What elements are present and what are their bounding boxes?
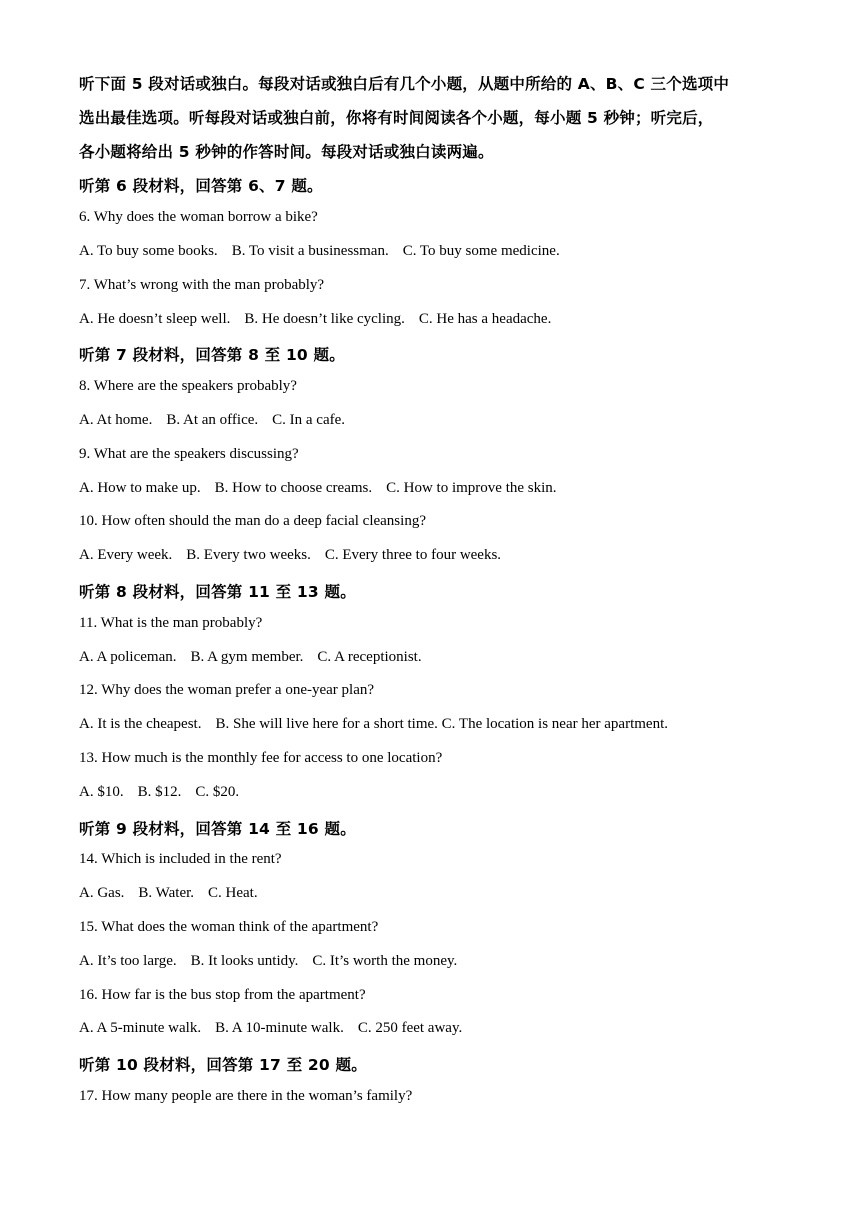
option-a: A. $10. [79, 784, 124, 800]
option-c: C. He has a headache. [418, 311, 552, 327]
question-17: 17. How many people are there in the woman’s family? [79, 1088, 413, 1104]
option-c: C. To buy some medicine. [402, 243, 560, 259]
option-c: C. Every three to four weeks. [324, 547, 502, 563]
instructions-line-3: 各小题将给出 5 秒钟的作答时间。每段对话或独白读两遍。 [79, 143, 494, 161]
options-10 [79, 547, 501, 564]
section-heading: 听第 7 段材料，回答第 8 至 10 题。 [79, 346, 345, 364]
option-b: B. At an office. [166, 412, 259, 428]
option-a: A. A policeman. [79, 649, 177, 665]
option-b: B. To visit a businessman. [231, 243, 389, 259]
option-a: A. How to make up. [79, 480, 201, 496]
option-a: A. Gas. [79, 885, 125, 901]
option-c: C. In a cafe. [272, 412, 346, 428]
options-11 [79, 649, 422, 666]
question-7: 7. What’s wrong with the man probably? [79, 277, 325, 293]
option-a: A. It is the cheapest. [79, 716, 202, 732]
question-9: 9. What are the speakers discussing? [79, 446, 299, 462]
options-16 [79, 1020, 462, 1037]
question-11: 11. What is the man probably? [79, 615, 263, 631]
option-c: C. It’s worth the money. [312, 953, 458, 969]
option-b: B. He doesn’t like cycling. [244, 311, 405, 327]
option-b: B. A gym member. [190, 649, 304, 665]
option-c: C. Heat. [208, 885, 258, 901]
section-heading: 听第 9 段材料，回答第 14 至 16 题。 [79, 820, 356, 838]
options-7 [79, 311, 551, 328]
option-a: A. Every week. [79, 547, 173, 563]
option-a: A. To buy some books. [79, 243, 218, 259]
option-a: A. At home. [79, 412, 153, 428]
option-b-c: B. She will live here for a short time. C. The location is near her apartment. [215, 716, 668, 732]
option-b: B. Water. [138, 885, 195, 901]
option-a: A. A 5-minute walk. [79, 1020, 202, 1036]
question-6: 6. Why does the woman borrow a bike? [79, 209, 318, 225]
options-9 [79, 480, 557, 497]
option-b: B. How to choose creams. [214, 480, 373, 496]
options-8 [79, 412, 345, 429]
instructions-line-1: 听下面 5 段对话或独白。每段对话或独白后有几个小题，从题中所给的 A、B、C 三个选项中 [79, 75, 730, 93]
options-15 [79, 953, 457, 970]
question-12: 12. Why does the woman prefer a one-year plan? [79, 682, 375, 698]
question-15: 15. What does the woman think of the apartment? [79, 919, 379, 935]
option-b: B. It looks untidy. [190, 953, 299, 969]
section-heading: 听第 10 段材料，回答第 17 至 20 题。 [79, 1056, 367, 1074]
options-14 [79, 885, 258, 902]
question-16: 16. How far is the bus stop from the apartment? [79, 987, 366, 1003]
option-c: C. 250 feet away. [357, 1020, 463, 1036]
option-c: C. $20. [195, 784, 240, 800]
question-13: 13. How much is the monthly fee for access to one location? [79, 750, 443, 766]
question-8: 8. Where are the speakers probably? [79, 378, 297, 394]
options-13 [79, 784, 239, 801]
option-a: A. He doesn’t sleep well. [79, 311, 231, 327]
instructions-line-2: 选出最佳选项。听每段对话或独白前，你将有时间阅读各个小题，每小题 5 秒钟；听完后， [79, 109, 714, 127]
section-heading: 听第 6 段材料，回答第 6、7 题。 [79, 177, 323, 195]
option-b: B. Every two weeks. [186, 547, 311, 563]
options-12 [79, 716, 668, 733]
question-14: 14. Which is included in the rent? [79, 851, 282, 867]
question-10: 10. How often should the man do a deep facial cleansing? [79, 513, 426, 529]
section-heading: 听第 8 段材料，回答第 11 至 13 题。 [79, 583, 356, 601]
options-6 [79, 243, 560, 260]
option-c: C. A receptionist. [317, 649, 422, 665]
option-b: B. $12. [137, 784, 182, 800]
option-a: A. It’s too large. [79, 953, 177, 969]
option-b: B. A 10-minute walk. [215, 1020, 344, 1036]
option-c: C. How to improve the skin. [386, 480, 557, 496]
